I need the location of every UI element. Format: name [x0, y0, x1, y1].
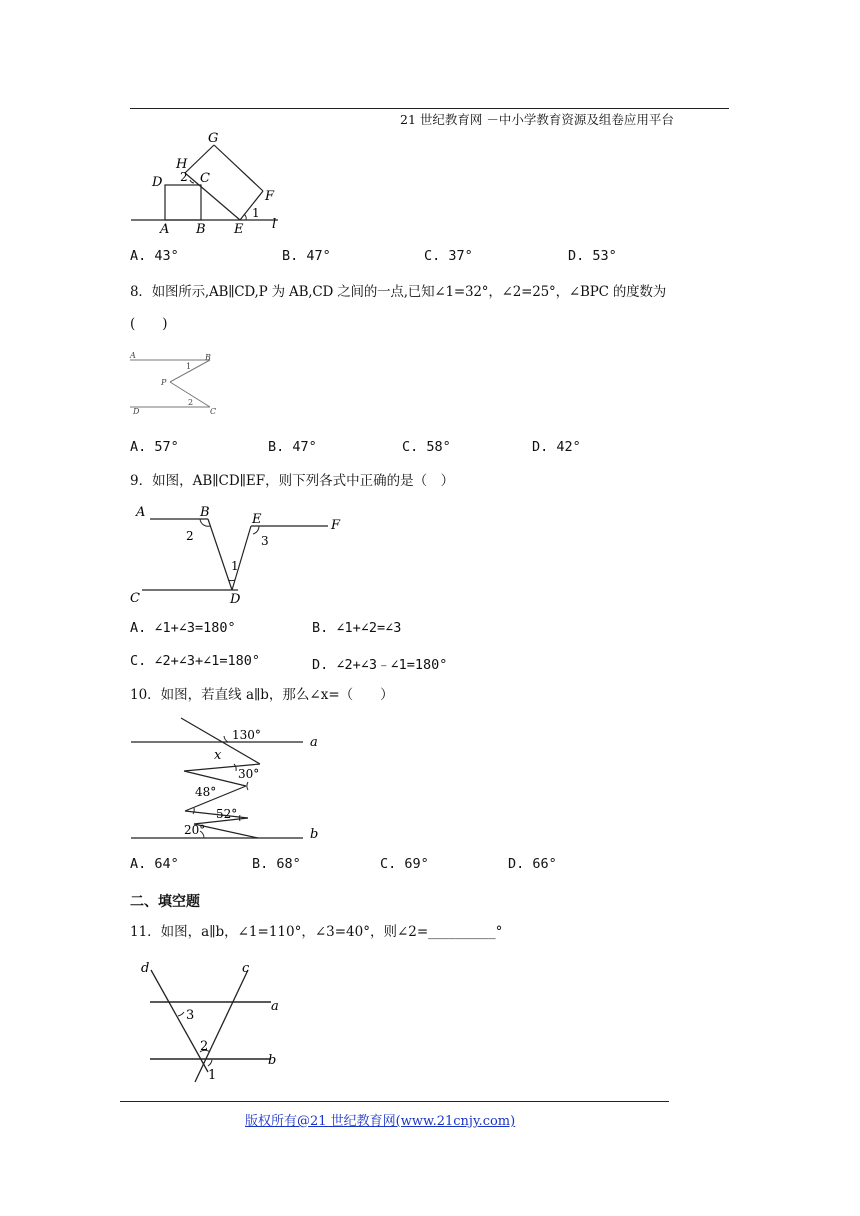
- q7-option-c[interactable]: C. 37°: [424, 248, 473, 264]
- q10-label: 30°: [238, 767, 260, 781]
- q11-label: 3: [186, 1008, 195, 1023]
- q7-label: D: [152, 175, 163, 190]
- q10-label: 48°: [195, 785, 217, 799]
- q10-option-a[interactable]: A. 64°: [130, 856, 179, 872]
- q9-label: A: [136, 505, 146, 520]
- q7-option-a[interactable]: A. 43°: [130, 248, 179, 264]
- q8-label: B: [205, 353, 211, 362]
- q9-label: B: [200, 505, 210, 520]
- q11-label: b: [268, 1053, 277, 1068]
- q9-option-c[interactable]: C. ∠2+∠3+∠1=180°: [130, 653, 261, 669]
- q10-label: b: [310, 827, 319, 842]
- q8-stem-line1: 8．如图所示,AB∥CD,P 为 AB,CD 之间的一点,已知∠1=32°，∠2=25°，∠BPC 的度数为: [130, 284, 667, 300]
- q9-label: C: [130, 591, 140, 606]
- q7-label: C: [200, 171, 210, 186]
- q10-label: 20°: [184, 823, 206, 837]
- q8-label: C: [210, 407, 217, 416]
- q11-label: 2: [200, 1039, 209, 1054]
- q7-label: l: [272, 217, 277, 232]
- q9-option-b[interactable]: B. ∠1+∠2=∠3: [312, 620, 402, 636]
- q8-option-c[interactable]: C. 58°: [402, 439, 451, 455]
- q10-label: a: [310, 735, 318, 750]
- q10-option-d[interactable]: D. 66°: [508, 856, 557, 872]
- q9-label: E: [252, 512, 262, 527]
- q11-label: c: [242, 961, 250, 976]
- q7-label: 2: [180, 170, 188, 184]
- footer-copyright-link[interactable]: 版权所有@21 世纪教育网(www.21cnjy.com): [245, 1114, 516, 1129]
- header-site-text: 21 世纪教育网 －中小学教育资源及组卷应用平台: [400, 112, 674, 127]
- q9-option-d[interactable]: D. ∠2+∠3﹣∠1=180°: [312, 657, 448, 673]
- q9-label: 1: [231, 559, 239, 573]
- q7-label: G: [208, 131, 219, 146]
- q7-label: A: [160, 222, 170, 237]
- q8-figure: [128, 348, 228, 420]
- q9-label: D: [230, 592, 241, 607]
- q7-figure: [128, 128, 298, 238]
- q8-label: D: [133, 407, 140, 416]
- q10-option-b[interactable]: B. 68°: [252, 856, 301, 872]
- q11-label: a: [271, 999, 279, 1014]
- q7-option-d[interactable]: D. 53°: [568, 248, 617, 264]
- q8-label: 2: [188, 398, 194, 407]
- q10-label: 52°: [216, 807, 238, 821]
- q7-option-b[interactable]: B. 47°: [282, 248, 331, 264]
- q10-label: 130°: [232, 728, 261, 742]
- q10-label: x: [214, 748, 222, 763]
- q8-label: P: [161, 378, 167, 387]
- q8-option-b[interactable]: B. 47°: [268, 439, 317, 455]
- footer-rule: [120, 1101, 669, 1102]
- q8-option-d[interactable]: D. 42°: [532, 439, 581, 455]
- q10-option-c[interactable]: C. 69°: [380, 856, 429, 872]
- q8-stem-line2: ( ): [130, 316, 168, 332]
- section-title: 二、填空题: [130, 894, 200, 910]
- q11-label: d: [141, 961, 150, 976]
- q9-label: 2: [186, 529, 194, 543]
- q11-label: 1: [208, 1068, 217, 1083]
- q9-stem: 9．如图，AB∥CD∥EF，则下列各式中正确的是（ ）: [130, 473, 455, 489]
- q9-option-a[interactable]: A. ∠1+∠3=180°: [130, 620, 236, 636]
- q7-label: H: [176, 157, 188, 172]
- q7-label: F: [265, 189, 275, 204]
- q9-label: 3: [261, 534, 269, 548]
- q7-label: E: [234, 222, 244, 237]
- q11-figure: [128, 956, 298, 1086]
- q9-label: F: [331, 518, 341, 533]
- q10-figure: [128, 714, 338, 846]
- q7-label: 1: [252, 206, 260, 220]
- q8-option-a[interactable]: A. 57°: [130, 439, 179, 455]
- q8-label: 1: [186, 362, 192, 371]
- q7-label: B: [196, 222, 206, 237]
- q8-label: A: [130, 351, 136, 360]
- q9-figure: [128, 502, 358, 607]
- q11-stem: 11．如图，a∥b，∠1=110°，∠3=40°，则∠2=__________°: [130, 924, 503, 940]
- header-rule: [130, 108, 729, 109]
- q10-stem: 10．如图，若直线 a∥b，那么∠x=（ ）: [130, 687, 394, 703]
